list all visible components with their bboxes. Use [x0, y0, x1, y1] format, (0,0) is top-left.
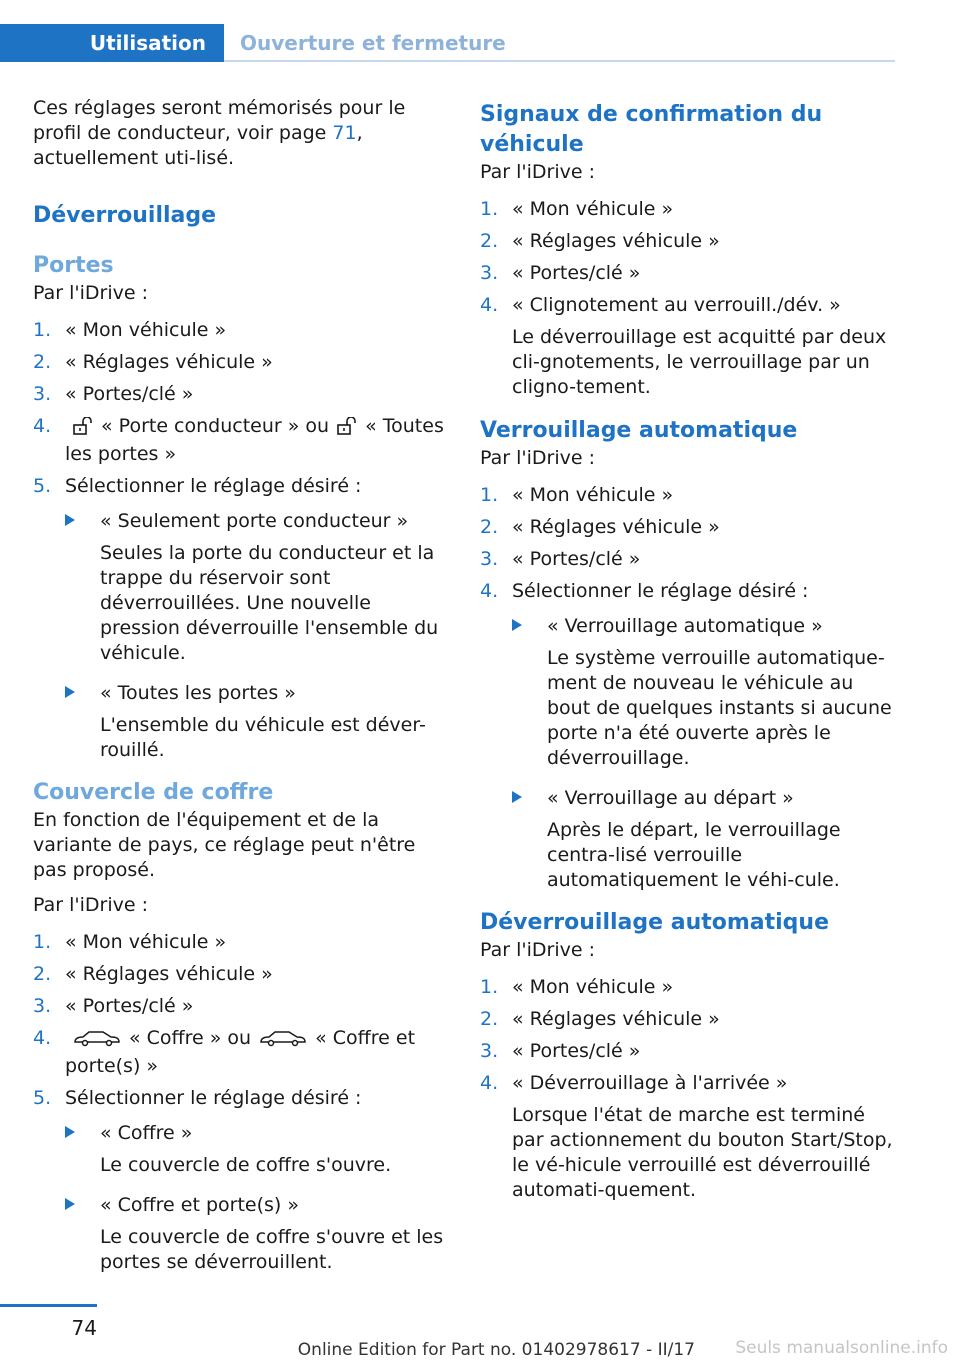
step-number: 3.	[480, 1040, 499, 1062]
option-item	[65, 509, 453, 666]
triangle-bullet-icon	[65, 514, 75, 526]
list-item	[480, 1071, 898, 1203]
step-text: « Mon véhicule »	[65, 319, 227, 341]
car-trunk-icon	[73, 1029, 121, 1054]
step-number: 1.	[480, 198, 499, 220]
step-number: 2.	[480, 1008, 499, 1030]
step-number: 4.	[480, 580, 499, 602]
step-number: 2.	[33, 351, 52, 373]
doors-lead: Par l'iDrive :	[33, 282, 148, 304]
step-text: « Réglages véhicule »	[65, 963, 273, 985]
step-number: 2.	[480, 230, 499, 252]
step-text: « Mon véhicule »	[512, 198, 674, 220]
list-item	[33, 350, 453, 375]
heading-autolock: Verrouillage automatique	[480, 418, 798, 443]
step-number: 5.	[33, 1087, 52, 1109]
step-number: 3.	[33, 383, 52, 405]
triangle-bullet-icon	[512, 791, 522, 803]
triangle-bullet-icon	[512, 619, 522, 631]
step-text: « Réglages véhicule »	[512, 230, 720, 252]
trunk-note: En fonction de l'équipement et de la variante de pays, ce réglage peut n'être pas proposé.	[33, 809, 416, 881]
header-chapter-tab[interactable]	[240, 24, 506, 62]
step-text: « Mon véhicule »	[65, 931, 227, 953]
step-text: « Déverrouillage à l'arrivée »	[512, 1072, 788, 1094]
list-item	[33, 962, 453, 987]
header-section-tab[interactable]	[0, 24, 224, 62]
step-text: « Coffre » ou	[129, 1027, 252, 1049]
list-item	[33, 382, 453, 407]
list-item	[480, 483, 898, 508]
step-text: « Portes/clé »	[65, 383, 194, 405]
list-item	[480, 261, 898, 286]
list-item	[480, 197, 898, 222]
step-text: « Portes/clé »	[512, 548, 641, 570]
step-number: 3.	[480, 548, 499, 570]
page-number: 74	[71, 1316, 97, 1340]
step-number: 4.	[33, 1027, 52, 1049]
list-item	[480, 229, 898, 254]
step-text: « Mon véhicule »	[512, 976, 674, 998]
heading-signals: Signaux de confirmation du véhicule	[480, 102, 823, 157]
left-column	[33, 96, 453, 1290]
list-item	[33, 318, 453, 343]
autolock-lead: Par l'iDrive :	[480, 447, 595, 469]
header-section-label: Utilisation	[89, 31, 206, 55]
step-number: 1.	[33, 931, 52, 953]
step-number: 2.	[33, 963, 52, 985]
heading-unlock: Déverrouillage	[33, 203, 217, 228]
footer-rule	[0, 1304, 97, 1307]
trunk-steps	[33, 930, 453, 1275]
option-label: « Coffre et porte(s) »	[100, 1194, 299, 1216]
autolock-options	[512, 614, 898, 893]
triangle-bullet-icon	[65, 1198, 75, 1210]
triangle-bullet-icon	[65, 686, 75, 698]
list-item	[33, 930, 453, 955]
step-number: 4.	[33, 415, 52, 437]
autolock-steps	[480, 483, 898, 893]
list-item	[480, 1039, 898, 1064]
intro-paragraph	[33, 96, 453, 171]
page-link[interactable]: 71	[332, 122, 357, 144]
option-item	[65, 1193, 453, 1275]
option-desc: Le couvercle de coffre s'ouvre et les portes se déverrouillent.	[100, 1226, 444, 1273]
list-item	[480, 1007, 898, 1032]
step-text: « Réglages véhicule »	[65, 351, 273, 373]
step-number: 4.	[480, 294, 499, 316]
step-number: 2.	[480, 516, 499, 538]
list-item	[480, 515, 898, 540]
option-item	[512, 614, 898, 771]
option-label: « Coffre »	[100, 1122, 193, 1144]
signals-steps	[480, 197, 898, 400]
step-text: « Mon véhicule »	[512, 484, 674, 506]
trunk-options	[65, 1121, 453, 1275]
option-label: « Verrouillage au départ »	[547, 787, 794, 809]
autounlock-lead: Par l'iDrive :	[480, 939, 595, 961]
unlock-icon	[337, 417, 357, 442]
list-item	[480, 579, 898, 893]
option-label: « Verrouillage automatique »	[547, 615, 823, 637]
triangle-bullet-icon	[65, 1126, 75, 1138]
heading-autounlock: Déverrouillage automatique	[480, 910, 830, 935]
step-text: « Toutes les portes »	[65, 415, 444, 465]
step-text: Sélectionner le réglage désiré :	[65, 475, 362, 497]
step-text: « Porte conducteur » ou	[101, 415, 330, 437]
intro-text-end: , actuellement uti-lisé.	[33, 122, 363, 169]
option-desc: Après le départ, le verrouillage centra-lisé verrouille automatiquement le véhi-cule.	[547, 819, 841, 891]
list-item	[480, 293, 898, 400]
step-desc: Le déverrouillage est acquitté par deux cli-gnotements, le verrouillage par un cligno-tement.	[512, 326, 887, 398]
step-number: 3.	[33, 995, 52, 1017]
car-trunk-doors-icon	[259, 1029, 307, 1054]
header-rule	[224, 60, 895, 62]
header-chapter-label: Ouverture et fermeture	[240, 31, 506, 55]
option-label: « Toutes les portes »	[100, 682, 296, 704]
step-text: « Réglages véhicule »	[512, 1008, 720, 1030]
doors-steps	[33, 318, 453, 763]
option-desc: Le système verrouille automatique-ment de nouveau le véhicule au bout de quelques instants si aucune porte n'a été ouverte après le déverrouillage.	[547, 647, 892, 769]
option-item	[65, 681, 453, 763]
doors-options	[65, 509, 453, 763]
list-item	[33, 1026, 453, 1079]
list-item	[33, 474, 453, 763]
step-text: Sélectionner le réglage désiré :	[512, 580, 809, 602]
list-item	[480, 975, 898, 1000]
heading-doors: Portes	[33, 253, 114, 278]
option-desc: Le couvercle de coffre s'ouvre.	[100, 1154, 392, 1176]
step-number: 3.	[480, 262, 499, 284]
option-item	[512, 786, 898, 893]
watermark-text: Seuls manualsonline.info	[735, 1338, 948, 1358]
step-text: Sélectionner le réglage désiré :	[65, 1087, 362, 1109]
step-number: 4.	[480, 1072, 499, 1094]
right-column	[480, 100, 898, 1210]
list-item	[33, 1086, 453, 1275]
option-label: « Seulement porte conducteur »	[100, 510, 409, 532]
option-item	[65, 1121, 453, 1178]
option-desc: Seules la porte du conducteur et la trappe du réservoir sont déverrouillées. Une nouvelle pression déverrouille l'ensemble du véhicule.	[100, 542, 439, 664]
list-item	[33, 994, 453, 1019]
edition-text: Online Edition for Part no. 01402978617 - II/17	[297, 1340, 695, 1360]
trunk-lead: Par l'iDrive :	[33, 894, 148, 916]
step-text: « Clignotement au verrouill./dév. »	[512, 294, 841, 316]
step-text: « Portes/clé »	[512, 1040, 641, 1062]
step-text: « Réglages véhicule »	[512, 516, 720, 538]
step-number: 1.	[480, 976, 499, 998]
signals-lead: Par l'iDrive :	[480, 161, 595, 183]
step-number: 5.	[33, 475, 52, 497]
heading-trunk: Couvercle de coffre	[33, 780, 274, 805]
intro-text: Ces réglages seront mémorisés pour le profil de conducteur, voir page	[33, 97, 406, 144]
step-desc: Lorsque l'état de marche est terminé par actionnement du bouton Start/Stop, le vé-hicule verrouillé est déverrouillé automati-quement.	[512, 1104, 893, 1201]
step-number: 1.	[33, 319, 52, 341]
option-desc: L'ensemble du véhicule est déver-rouillé.	[100, 714, 426, 761]
list-item	[480, 547, 898, 572]
step-text: « Portes/clé »	[65, 995, 194, 1017]
unlock-icon	[73, 417, 93, 442]
step-text: « Portes/clé »	[512, 262, 641, 284]
autounlock-steps	[480, 975, 898, 1203]
list-item	[33, 414, 453, 467]
step-number: 1.	[480, 484, 499, 506]
step-text: « Coffre et porte(s) »	[65, 1027, 416, 1077]
